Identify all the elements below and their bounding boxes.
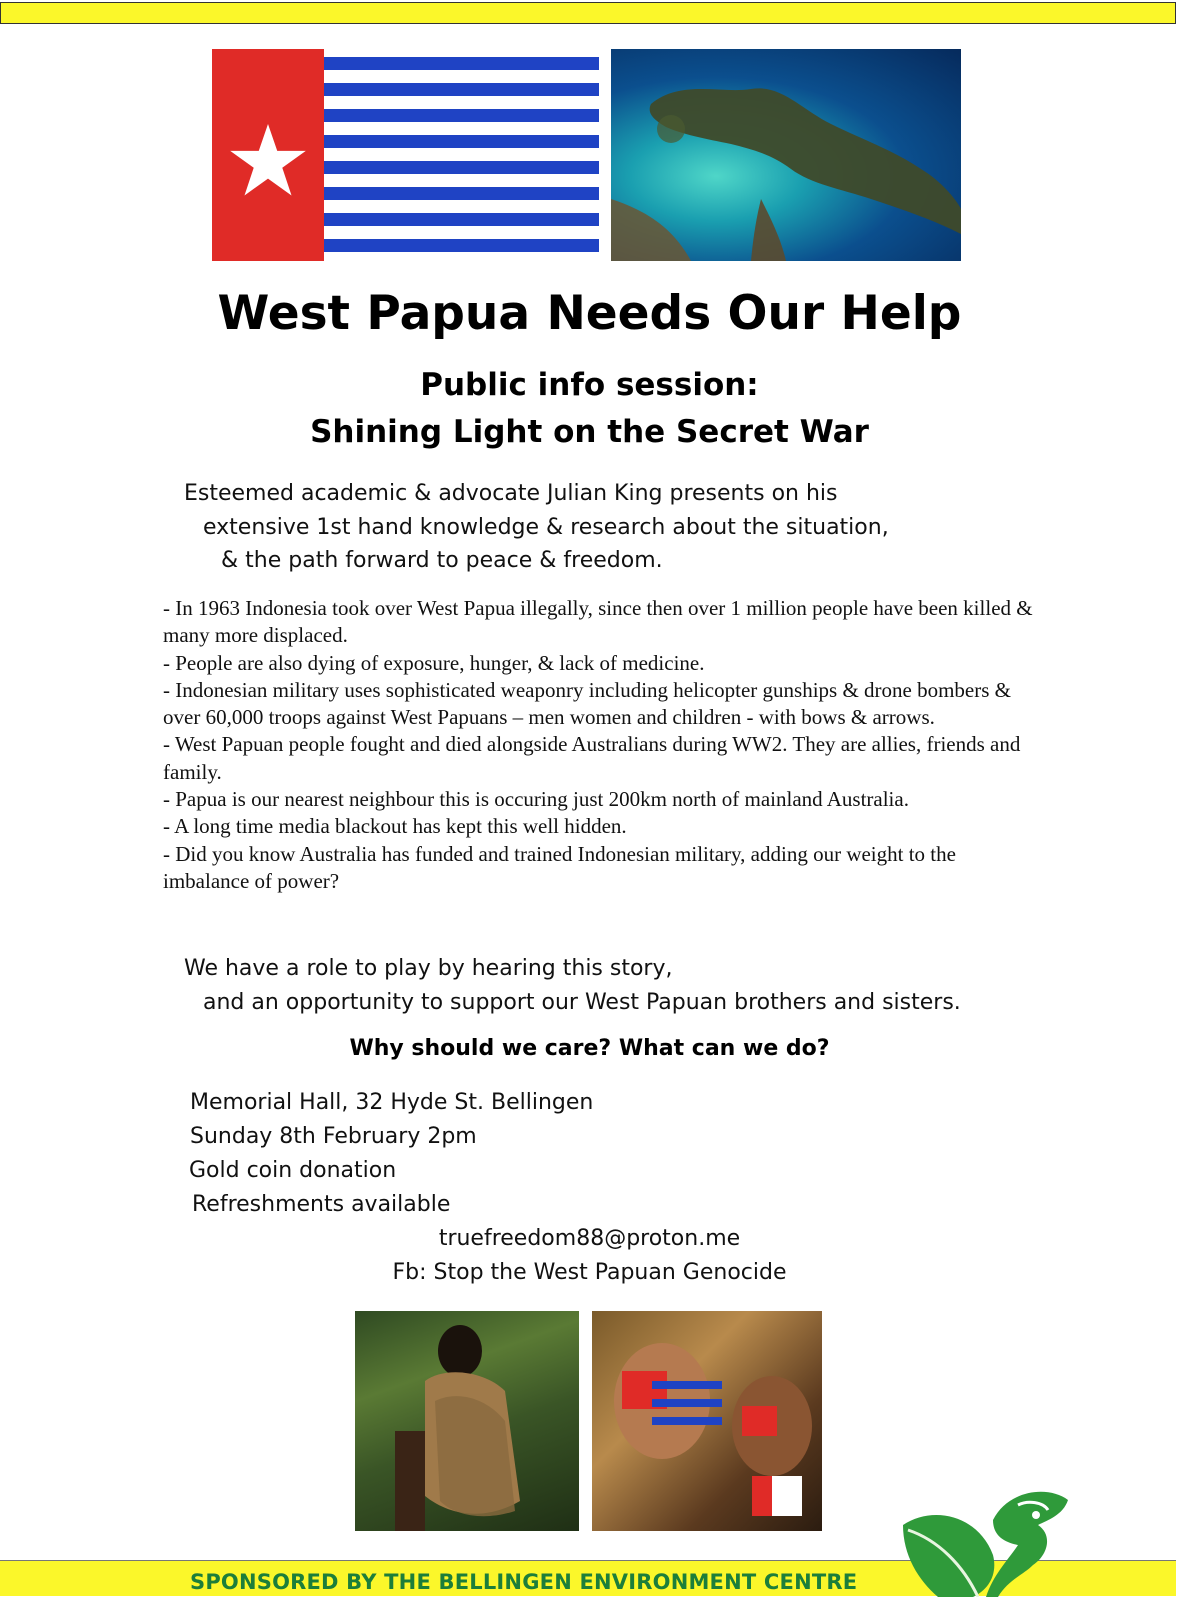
fact-item: - West Papuan people fought and died alongside Australians during WW2. They are allies, friends and family.: [163, 732, 1021, 784]
woman-with-bag-photo: [355, 1311, 579, 1531]
role-line: and an opportunity to support our West Papuan brothers and sisters.: [203, 990, 961, 1015]
flag-star-icon: [226, 119, 310, 203]
fact-item: - Papua is our nearest neighbour this is occuring just 200km north of mainland Australia.: [163, 787, 909, 812]
intro-line: Esteemed academic & advocate Julian King presents on his: [184, 481, 838, 506]
leaf-logo-icon: [898, 1480, 1078, 1597]
fact-item: - Did you know Australia has funded and trained Indonesian military, adding our weight to the imbalance of power?: [163, 841, 956, 893]
event-venue: Memorial Hall, 32 Hyde St. Bellingen: [190, 1090, 594, 1115]
morning-star-flag-icon: [212, 49, 599, 261]
sponsor-text: SPONSORED BY THE BELLINGEN ENVIRONMENT CENTRE: [190, 1570, 858, 1594]
event-donation: Gold coin donation: [189, 1158, 397, 1183]
new-guinea-satellite-image: [611, 49, 961, 261]
fact-item: - People are also dying of exposure, hunger, & lack of medicine.: [163, 650, 705, 675]
subtitle-line-2: Shining Light on the Secret War: [310, 414, 869, 450]
top-yellow-banner: [0, 2, 1176, 24]
fact-item: - Indonesian military uses sophisticated weaponry including helicopter gunships & drone bombers & over 60,000 troops against West Papuans – men women and children - with bows & arrows.: [163, 677, 1011, 730]
event-refreshments: Refreshments available: [192, 1192, 451, 1217]
fact-item: - A long time media blackout has kept this well hidden.: [163, 814, 627, 839]
painted-faces-photo: [592, 1311, 822, 1531]
contact-email[interactable]: truefreedom88@proton.me: [438, 1226, 741, 1251]
fact-item: - In 1963 Indonesia took over West Papua illegally, since then over 1 million people have been killed & many more displaced.: [163, 596, 1033, 648]
subtitle-line-1: Public info session:: [420, 367, 759, 403]
poster-title: West Papua Needs Our Help: [217, 286, 962, 341]
facts-list: [163, 595, 1043, 895]
intro-line: & the path forward to peace & freedom.: [221, 548, 663, 573]
event-date: Sunday 8th February 2pm: [190, 1124, 477, 1149]
why-question: Why should we care? What can we do?: [349, 1036, 830, 1061]
intro-line: extensive 1st hand knowledge & research about the situation,: [203, 515, 889, 540]
role-line: We have a role to play by hearing this story,: [184, 956, 673, 981]
contact-facebook[interactable]: Fb: Stop the West Papuan Genocide: [392, 1260, 787, 1285]
